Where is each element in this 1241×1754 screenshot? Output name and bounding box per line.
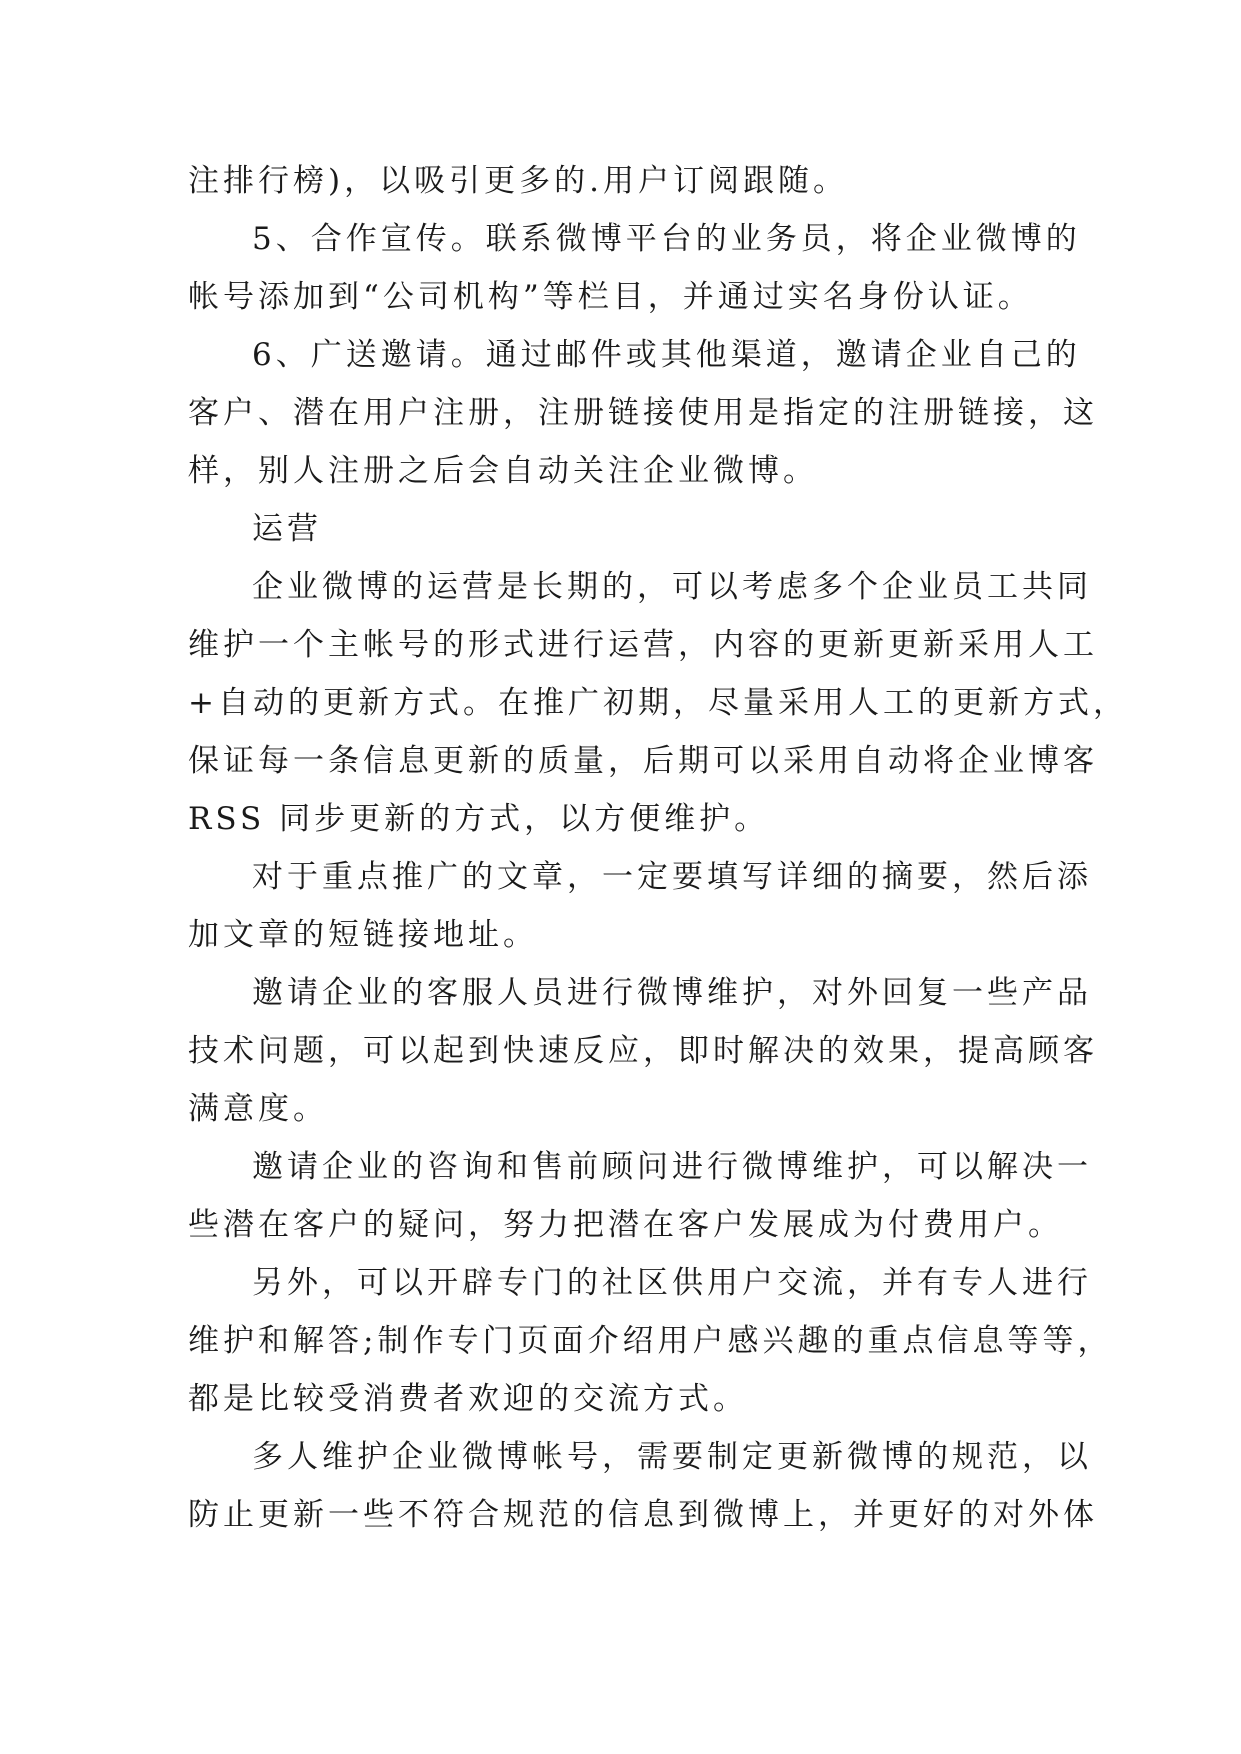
text-line: 都是比较受消费者欢迎的交流方式。 bbox=[188, 1381, 748, 1417]
document-page bbox=[188, 152, 1128, 1544]
text-line: 对于重点推广的文章，一定要填写详细的摘要，然后添 bbox=[252, 859, 1092, 895]
text-line: 帐号添加到“公司机构”等栏目，并通过实名身份认证。 bbox=[188, 279, 1033, 315]
text-line: 技术问题，可以起到快速反应，即时解决的效果，提高顾客 bbox=[188, 1033, 1098, 1069]
text-line: 客户、潜在用户注册，注册链接使用是指定的注册链接，这 bbox=[188, 395, 1098, 431]
text-line: 防止更新一些不符合规范的信息到微博上，并更好的对外体 bbox=[188, 1497, 1098, 1533]
text-line: 保证每一条信息更新的质量，后期可以采用自动将企业博客 bbox=[188, 743, 1098, 779]
text-line: RSS 同步更新的方式，以方便维护。 bbox=[188, 801, 770, 837]
text-line: 注排行榜)，以吸引更多的.用户订阅跟随。 bbox=[188, 163, 848, 199]
section-heading: 运营 bbox=[252, 511, 322, 547]
text-line: 另外，可以开辟专门的社区供用户交流，并有专人进行 bbox=[252, 1265, 1092, 1301]
text-line: 加文章的短链接地址。 bbox=[188, 917, 538, 953]
text-line: 6、广送邀请。通过邮件或其他渠道，邀请企业自己的 bbox=[252, 337, 1081, 373]
text-line: 维护一个主帐号的形式进行运营，内容的更新更新采用人工 bbox=[188, 627, 1098, 663]
text-line: 样，别人注册之后会自动关注企业微博。 bbox=[188, 453, 818, 489]
text-line: 企业微博的运营是长期的，可以考虑多个企业员工共同 bbox=[252, 569, 1092, 605]
text-line: 满意度。 bbox=[188, 1091, 328, 1127]
text-line: 多人维护企业微博帐号，需要制定更新微博的规范，以 bbox=[252, 1439, 1092, 1475]
text-line: 邀请企业的客服人员进行微博维护，对外回复一些产品 bbox=[252, 975, 1092, 1011]
text-line: 些潜在客户的疑问，努力把潜在客户发展成为付费用户。 bbox=[188, 1207, 1063, 1243]
text-line: 邀请企业的咨询和售前顾问进行微博维护，可以解决一 bbox=[252, 1149, 1092, 1185]
text-line: 5、合作宣传。联系微博平台的业务员，将企业微博的 bbox=[252, 221, 1081, 257]
text-line: +自动的更新方式。在推广初期，尽量采用人工的更新方式， bbox=[188, 685, 1128, 721]
text-line: 维护和解答;制作专门页面介绍用户感兴趣的重点信息等等， bbox=[188, 1323, 1113, 1359]
